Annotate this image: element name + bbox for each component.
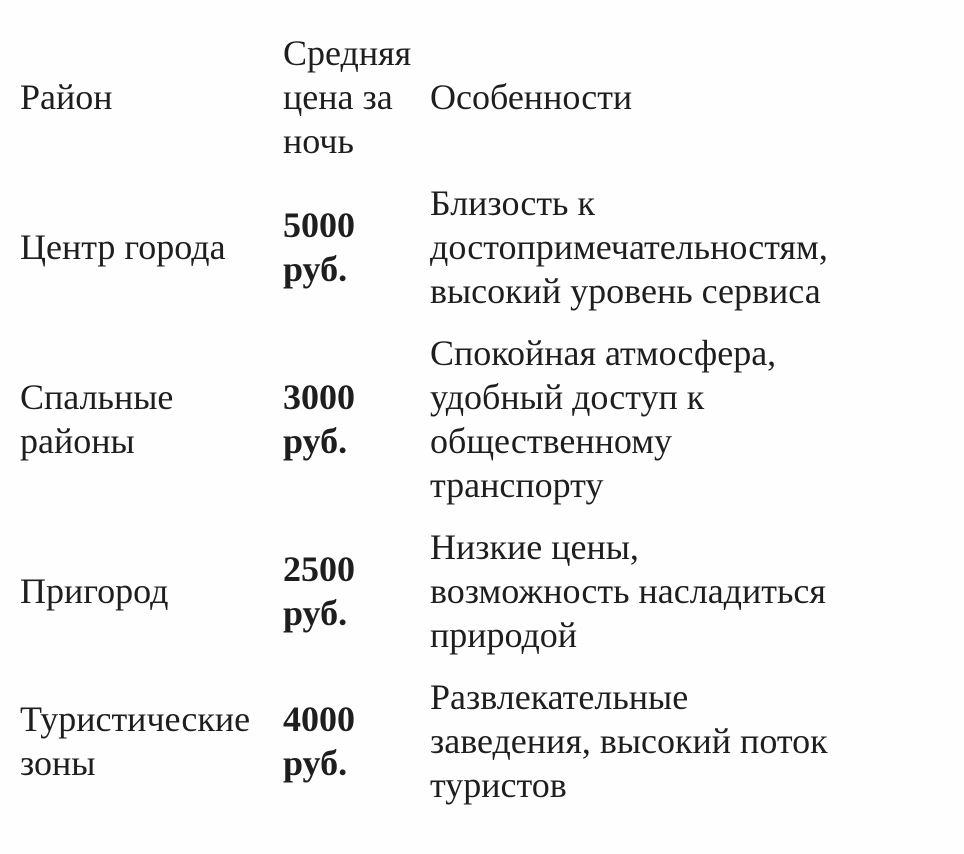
features-cell: Развлекательные заведения, высокий поток туристов [430, 677, 828, 805]
table-row [20, 172, 830, 322]
table-row [20, 516, 830, 666]
table-row [20, 666, 830, 816]
district-cell: Пригород [20, 571, 169, 611]
header-features: Особенности [430, 77, 633, 117]
price-cell: 4000 руб. [283, 699, 355, 783]
district-cell: Туристические зоны [20, 699, 251, 783]
document-page [0, 22, 964, 854]
district-cell: Центр города [20, 227, 226, 267]
district-cell: Спальные районы [20, 377, 174, 461]
features-cell: Низкие цены, возможность насладиться природой [430, 527, 826, 655]
header-district: Район [20, 77, 113, 117]
price-cell: 2500 руб. [283, 549, 355, 633]
price-cell: 3000 руб. [283, 377, 355, 461]
table-header-row [20, 22, 830, 172]
header-price: Средняя цена за ночь [283, 33, 412, 161]
features-cell: Близость к достопримечательностям, высокий уровень сервиса [430, 183, 828, 311]
price-cell: 5000 руб. [283, 205, 355, 289]
districts-price-table [20, 22, 830, 816]
features-cell: Спокойная атмосфера, удобный доступ к общественному транспорту [430, 333, 777, 505]
table-row [20, 322, 830, 516]
